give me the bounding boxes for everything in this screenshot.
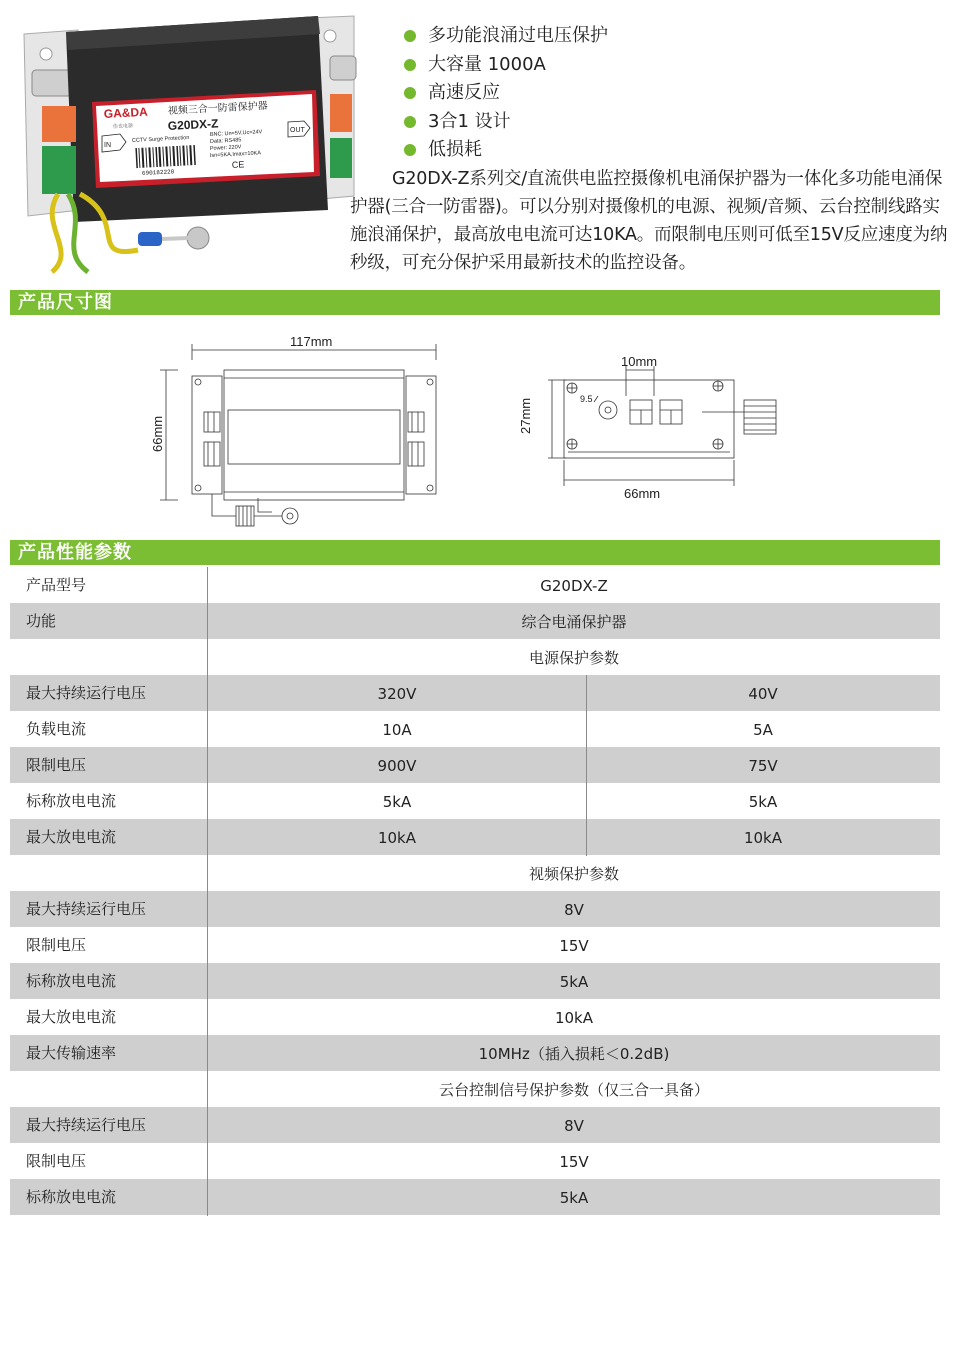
table-row [10, 783, 940, 819]
subheader-power: 电源保护参数 [528, 649, 619, 667]
section-title: 产品尺寸图 [18, 292, 113, 313]
table-row [10, 1035, 940, 1071]
subheader-ptz: 云台控制信号保护参数（仅三合一具备） [438, 1081, 709, 1099]
table-row [10, 819, 940, 855]
feature-item [402, 22, 608, 51]
param-table [10, 567, 940, 1215]
row-value-col1: 900V [377, 757, 417, 775]
table-row [10, 1143, 940, 1179]
section-header-dimensions [10, 290, 940, 315]
row-value-col2: 5kA [748, 793, 778, 811]
table-row [10, 603, 940, 639]
row-value: 8V [564, 901, 584, 919]
table-row [10, 963, 940, 999]
product-photo [18, 10, 358, 280]
row-value: 5kA [559, 973, 589, 991]
label-spec-data: Data: RS485 [209, 137, 242, 145]
subheader-video: 视频保护参数 [528, 865, 619, 883]
row-label: 标称放电电流 [26, 972, 117, 990]
product-description: G20DX-Z系列交/直流供电监控摄像机电涌保护器为一体化多功能电涌保护器(三合一防雷器)。可以分别对摄像机的电源、视频/音频、云台控制线路实施浪涌保护，最高放电电流可达10KA。而限制电压则可低至15V反应速度为纳秒级，可充分保护采用最新技术的监控设备。 [350, 169, 948, 273]
row-value-col2: 10kA [743, 829, 783, 847]
table-value-divider [586, 675, 587, 856]
feature-item [402, 108, 608, 137]
table-row [10, 927, 940, 963]
bullet-icon [404, 116, 416, 128]
feature-item [402, 136, 608, 165]
row-label: 限制电压 [26, 1152, 87, 1170]
row-label: 标称放电电流 [26, 792, 117, 810]
dimension-height-label: 66mm [150, 415, 165, 452]
brand-subtitle: 佳也电器 [112, 122, 134, 130]
bullet-icon [404, 144, 416, 156]
label-spec-bnc: BNC: Un=5V,Uc=24V [209, 129, 263, 138]
row-value-col1: 5kA [382, 793, 412, 811]
table-row [10, 747, 940, 783]
row-value: 15V [559, 1153, 589, 1171]
row-label: 最大持续运行电压 [26, 684, 147, 702]
section-title: 产品性能参数 [18, 542, 132, 563]
row-value-col1: 10kA [377, 829, 417, 847]
table-row [10, 711, 940, 747]
row-value: 10MHz（插入损耗＜0.2dB) [478, 1045, 670, 1063]
row-value-col2: 40V [748, 685, 778, 703]
row-label: 最大持续运行电压 [26, 1116, 147, 1134]
dimension-bnc-label: 9.5 [580, 394, 593, 404]
row-value: G20DX-Z [540, 577, 608, 595]
feature-item [402, 51, 608, 80]
bullet-icon [404, 87, 416, 99]
dimension-drawing-side [508, 350, 788, 505]
label-subtitle: CCTV Surge Protection [131, 134, 190, 144]
table-column-divider [207, 567, 208, 1216]
table-row [10, 891, 940, 927]
dimension-top-label: 10mm [621, 354, 658, 369]
row-label: 限制电压 [26, 936, 87, 954]
feature-text: 多功能浪涌过电压保护 [428, 25, 608, 46]
dimension-drawing-front [148, 330, 448, 530]
label-spec-power: Power: 220V [209, 144, 242, 152]
label-spec-current: Isn=5KA,Imax=10KA [209, 150, 262, 159]
table-row [10, 1107, 940, 1143]
label-product-name: 视频三合一防雷保护器 [167, 100, 269, 117]
dimension-width-label: 117mm [290, 334, 333, 349]
row-value: 综合电涌保护器 [521, 613, 627, 631]
row-value: 15V [559, 937, 589, 955]
row-value: 5kA [559, 1189, 589, 1207]
label-model: G20DX-Z [167, 116, 219, 133]
brand-logo: GA&DA [103, 104, 149, 121]
table-row [10, 999, 940, 1035]
table-subheader [10, 639, 940, 675]
feature-list [402, 22, 608, 165]
row-value-col2: 5A [753, 721, 773, 739]
row-value-col2: 75V [748, 757, 778, 775]
table-row [10, 675, 940, 711]
bullet-icon [404, 30, 416, 42]
row-value: 10kA [554, 1009, 594, 1027]
row-value: 8V [564, 1117, 584, 1135]
label-out: OUT [290, 127, 305, 134]
feature-text: 3合1 设计 [428, 110, 511, 132]
section-header-params [10, 540, 940, 565]
row-label: 最大传输速率 [26, 1044, 117, 1062]
dimension-side-width-label: 66mm [624, 486, 661, 501]
feature-text: 低损耗 [428, 139, 482, 160]
row-label: 最大持续运行电压 [26, 900, 147, 918]
barcode-number: 690182220 [141, 168, 175, 177]
row-label: 标称放电电流 [26, 1188, 117, 1206]
bullet-icon [404, 59, 416, 71]
row-label: 限制电压 [26, 756, 87, 774]
table-row [10, 1179, 940, 1215]
row-label: 产品型号 [26, 576, 87, 594]
row-label: 负载电流 [26, 720, 87, 738]
feature-text: 高速反应 [428, 82, 500, 103]
row-value-col1: 10A [382, 721, 412, 739]
label-in: IN [104, 142, 111, 149]
feature-item [402, 79, 608, 108]
row-label: 最大放电电流 [26, 1008, 117, 1026]
dimension-side-height-label: 27mm [518, 397, 533, 434]
ce-mark: CE [231, 159, 245, 170]
feature-text: 大容量 1000A [428, 53, 546, 75]
row-label: 功能 [26, 612, 57, 630]
table-subheader [10, 855, 940, 891]
table-subheader [10, 1071, 940, 1107]
row-label: 最大放电电流 [26, 828, 117, 846]
row-value-col1: 320V [377, 685, 417, 703]
table-row [10, 567, 940, 603]
